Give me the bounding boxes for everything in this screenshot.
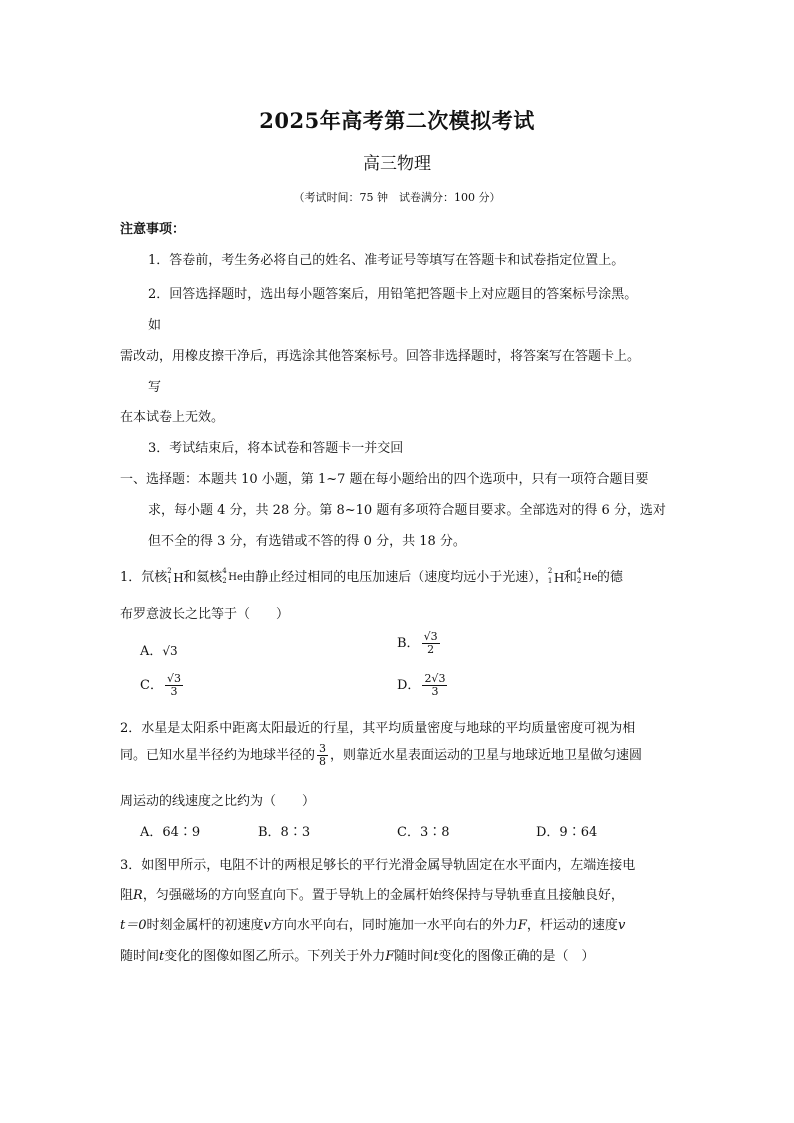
q2-line-2: 同。已知水星半径约为地球半径的 $\frac{3}{8}$ ，则靠近水星表面运动的卫星与地球近地卫星做匀速圆 [120,742,643,768]
section-1-line-3: 但不全的得 3 分，有选错或不答的得 0 分，共 18 分。 [148,534,466,549]
q3-line-2: 阻R，匀强磁场的方向竖直向下。置于导轨上的金属杆始终保持与导轨垂直且接触良好， [120,888,624,903]
note-1: 1．答卷前，考生务必将自己的姓名、准考证号等填写在答题卡和试卷指定位置上。 [148,253,625,268]
q1-option-d: D． $\frac{2√3}{3}$ [397,672,446,698]
exam-info: （考试时间：75 钟 试卷满分：100 分） [293,191,501,204]
deuteron-symbol: 2 1 H [167,566,184,585]
note-2-d: 写 [148,380,162,395]
q1-line-2: 布罗意波长之比等于（ ） [120,607,290,622]
q3-line-4: 随时间t变化的图像如图乙所示。下列关于外力F随时间t变化的图像正确的是（ ） [120,949,595,964]
note-3: 3．考试结束后，将本试卷和答题卡一并交回 [148,441,404,456]
note-2-b: 如 [148,318,162,333]
q3-line-1: 3．如图甲所示，电阻不计的两根足够长的平行光滑金属导轨固定在水平面内，左端连接电 [120,858,636,873]
q3-line-3: t＝0时刻金属杆的初速度v方向水平向右，同时施加一水平向右的外力F，杆运动的速度v [120,918,626,933]
q2-line-1: 2．水星是太阳系中距离太阳最近的行星，其平均质量密度与地球的平均质量密度可视为相 [120,721,636,736]
q2-option-c: C．3∶8 [397,825,450,840]
section-1-line-1: 一、选择题：本题共 10 小题，第 1~7 题在每小题给出的四个选项中，只有一项符合题目要 [120,472,649,487]
exam-title: 2025年高考第二次模拟考试 [259,108,535,133]
section-1-line-2: 求，每小题 4 分，共 28 分。第 8~10 题有多项符合题目要求。全部选对的得 6 分，选对 [148,503,666,518]
note-2-e: 在本试卷上无效。 [120,410,225,425]
subject-title: 高三物理 [363,154,431,174]
q1-line-1: 1．氘核 2 1 H 和氦核 4 2 He 由静止经过相同的电压加速后（速度均远小于光速）， 2 1 H 和 4 2 He 的德 [120,566,623,585]
q2-option-a: A．64∶9 [140,825,201,840]
deuteron-symbol: 2 1 H [547,566,565,585]
q1-option-a: A．√3 [140,644,178,659]
q1-option-b: B． $\frac{√3}{2}$ [397,630,438,656]
note-2-a: 2．回答选择题时，选出每小题答案后，用铅笔把答题卡上对应题目的答案标号涂黑。 [148,287,638,302]
helium-symbol: 4 2 He [576,566,598,585]
notes-heading: 注意事项： [120,222,186,237]
helium-symbol: 4 2 He [222,566,243,585]
note-2-c: 需改动，用橡皮擦干净后，再选涂其他答案标号。回答非选择题时，将答案写在答题卡上。 [120,349,641,364]
q2-line-3: 周运动的线速度之比约为（ ） [120,794,316,809]
q1-option-c: C． $\frac{√3}{3}$ [140,672,181,698]
q2-option-d: D．9∶64 [536,825,598,840]
q2-option-b: B．8∶3 [258,825,311,840]
